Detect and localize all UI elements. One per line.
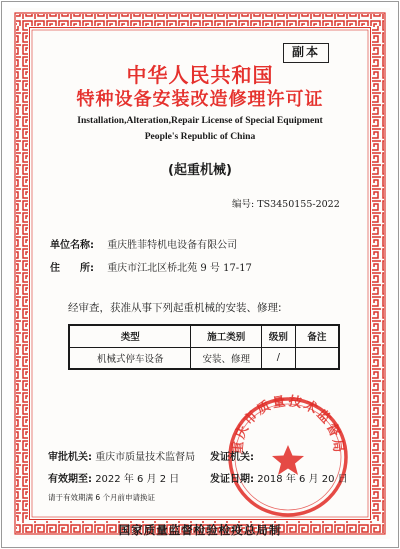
- svg-text:重庆市质量技术监督局: 重庆市质量技术监督局: [230, 394, 346, 455]
- copy-stamp: 副本: [283, 43, 329, 63]
- cell-remark: [295, 347, 339, 369]
- title-en-line1: Installation,Alteration,Repair License of Special Equipment: [77, 115, 323, 126]
- valid-label: 有效期至:: [48, 474, 92, 485]
- issue-date-value: 2018 年 6 月 20 日: [257, 474, 348, 485]
- renewal-note: 请于有效期满 6 个月前申请换证: [48, 493, 156, 502]
- license-scope-table: [68, 324, 340, 370]
- approval-value: 重庆市质量技术监督局: [95, 452, 196, 463]
- unit-name-value: 重庆胜菲特机电设备有限公司: [107, 240, 238, 251]
- title-cn-line1: 中华人民共和国: [126, 63, 274, 87]
- valid-value: 2022 年 6 月 2 日: [95, 474, 180, 485]
- col-header-work-category: 施工类别: [191, 325, 262, 347]
- col-header-type: 类型: [69, 325, 191, 347]
- cert-no-value: TS3450155-2022: [257, 199, 340, 210]
- issue-date-label: 发证日期:: [210, 474, 254, 485]
- valid-until-row: [48, 470, 179, 485]
- table-header-row: [69, 325, 339, 347]
- issue-date-row: [210, 470, 348, 485]
- approval-label: 审批机关:: [48, 452, 92, 463]
- address-row: [50, 259, 252, 274]
- approval-statement: 经审查，获准从事下列起重机械的安装、修理:: [68, 302, 282, 314]
- col-header-level: 级别: [262, 325, 296, 347]
- address-value: 重庆市江北区桥北苑 9 号 17-17: [107, 263, 252, 274]
- cell-work-category: 安装、修理: [191, 347, 262, 369]
- title-cn-line2: 特种设备安装改造修理许可证: [76, 89, 324, 110]
- approval-authority-row: [48, 448, 195, 463]
- certificate-number: [232, 196, 340, 210]
- cell-level: /: [262, 347, 296, 369]
- address-label: 住 所:: [50, 263, 94, 274]
- issuing-body-footer: 国家质量监督检验检疫总局制: [118, 523, 282, 537]
- title-en-line2: People's Republic of China: [144, 131, 256, 142]
- unit-name-label: 单位名称:: [50, 240, 94, 251]
- col-header-remark: 备注: [295, 325, 339, 347]
- issuing-authority-row: [210, 448, 254, 463]
- cert-no-label: 编号:: [232, 199, 255, 210]
- equipment-category: (起重机械): [168, 163, 232, 178]
- table-row: [69, 347, 339, 369]
- cell-type: 机械式停车设备: [69, 347, 191, 369]
- unit-name-row: [50, 236, 237, 251]
- issuer-label: 发证机关:: [210, 452, 254, 463]
